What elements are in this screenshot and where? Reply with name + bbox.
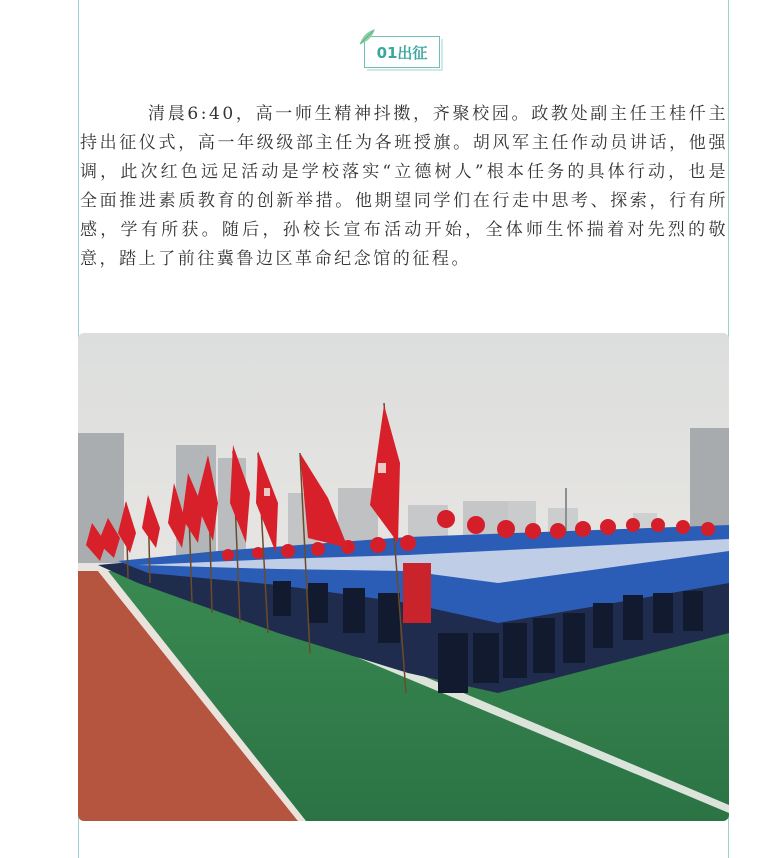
article-paragraph: 清晨6:40，高一师生精神抖擞，齐聚校园。政教处副主任王桂仟主持出征仪式，高一年级级部主任为各班授旗。胡风军主任作动员讲话，他强调，此次红色远足活动是学校落实“立德树人”根本任务的具体行动，也是全面推进素质教育的创新举措。他期望同学们在行走中思考、探索，行有所感，学有所获。随后，孙校长宣布活动开始，全体师生怀揣着对先烈的敬意，踏上了前往冀鲁边区革命纪念馆的征程。 bbox=[80, 104, 728, 269]
section-title: 01出征 bbox=[376, 43, 428, 62]
section-heading bbox=[364, 36, 442, 70]
event-photo bbox=[78, 333, 729, 821]
leaf-icon bbox=[356, 26, 378, 48]
